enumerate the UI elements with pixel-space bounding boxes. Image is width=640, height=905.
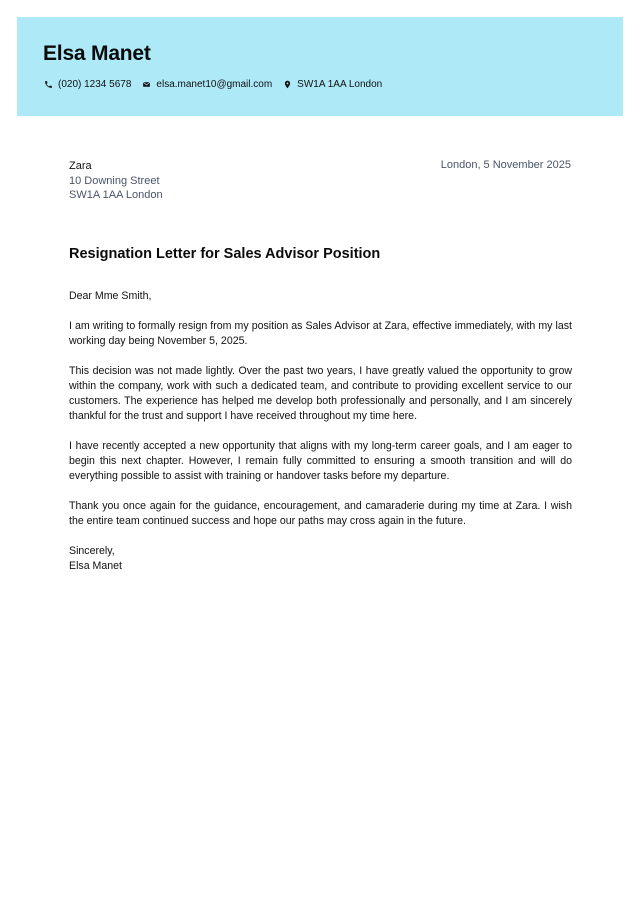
address-text: SW1A 1AA London — [297, 79, 383, 90]
contact-bar — [44, 79, 393, 90]
recipient-street: 10 Downing Street — [69, 174, 160, 187]
closing-block — [69, 544, 572, 574]
phone-icon — [44, 80, 53, 89]
email-text: elsa.manet10@gmail.com — [156, 79, 273, 90]
paragraph: This decision was not made lightly. Over the past two years, I have greatly valued the opportunity to grow within the company, work with such a dedicated team, and contribute to providing excellent service to our customers. The experience has helped me develop both professionally and personally, and I am sincerely thankful for the trust and support I have received throughout my time here. — [69, 365, 572, 422]
recipient-block — [69, 159, 163, 203]
contact-phone — [44, 79, 131, 90]
sender-name: Elsa Manet — [43, 42, 151, 65]
signature: Elsa Manet — [69, 560, 122, 572]
date-line: London, 5 November 2025 — [440, 159, 571, 171]
phone-text: (020) 1234 5678 — [58, 79, 132, 90]
paragraph: I am writing to formally resign from my position as Sales Advisor at Zara, effective immediately, with my last working day being November 5, 2025. — [69, 320, 572, 347]
mail-icon — [142, 80, 151, 89]
letter-body — [69, 289, 572, 574]
contact-email — [142, 79, 272, 90]
paragraph: I have recently accepted a new opportunity that aligns with my long-term career goals, and I am eager to begin this next chapter. However, I remain fully committed to ensuring a smooth transition and will do everything possible to assist with training or handover tasks before my departure. — [69, 440, 572, 482]
recipient-city: SW1A 1AA London — [69, 189, 163, 201]
letter-subject: Resignation Letter for Sales Advisor Position — [69, 246, 381, 262]
recipient-name: Zara — [69, 160, 92, 172]
contact-address — [283, 79, 382, 90]
header-banner — [17, 17, 623, 116]
paragraph: Thank you once again for the guidance, encouragement, and camaraderie during my time at Zara. I wish the entire team continued success and hope our paths may cross again in the future. — [69, 500, 572, 527]
location-pin-icon — [283, 80, 292, 89]
closing: Sincerely, — [69, 545, 115, 557]
salutation: Dear Mme Smith, — [69, 290, 152, 302]
